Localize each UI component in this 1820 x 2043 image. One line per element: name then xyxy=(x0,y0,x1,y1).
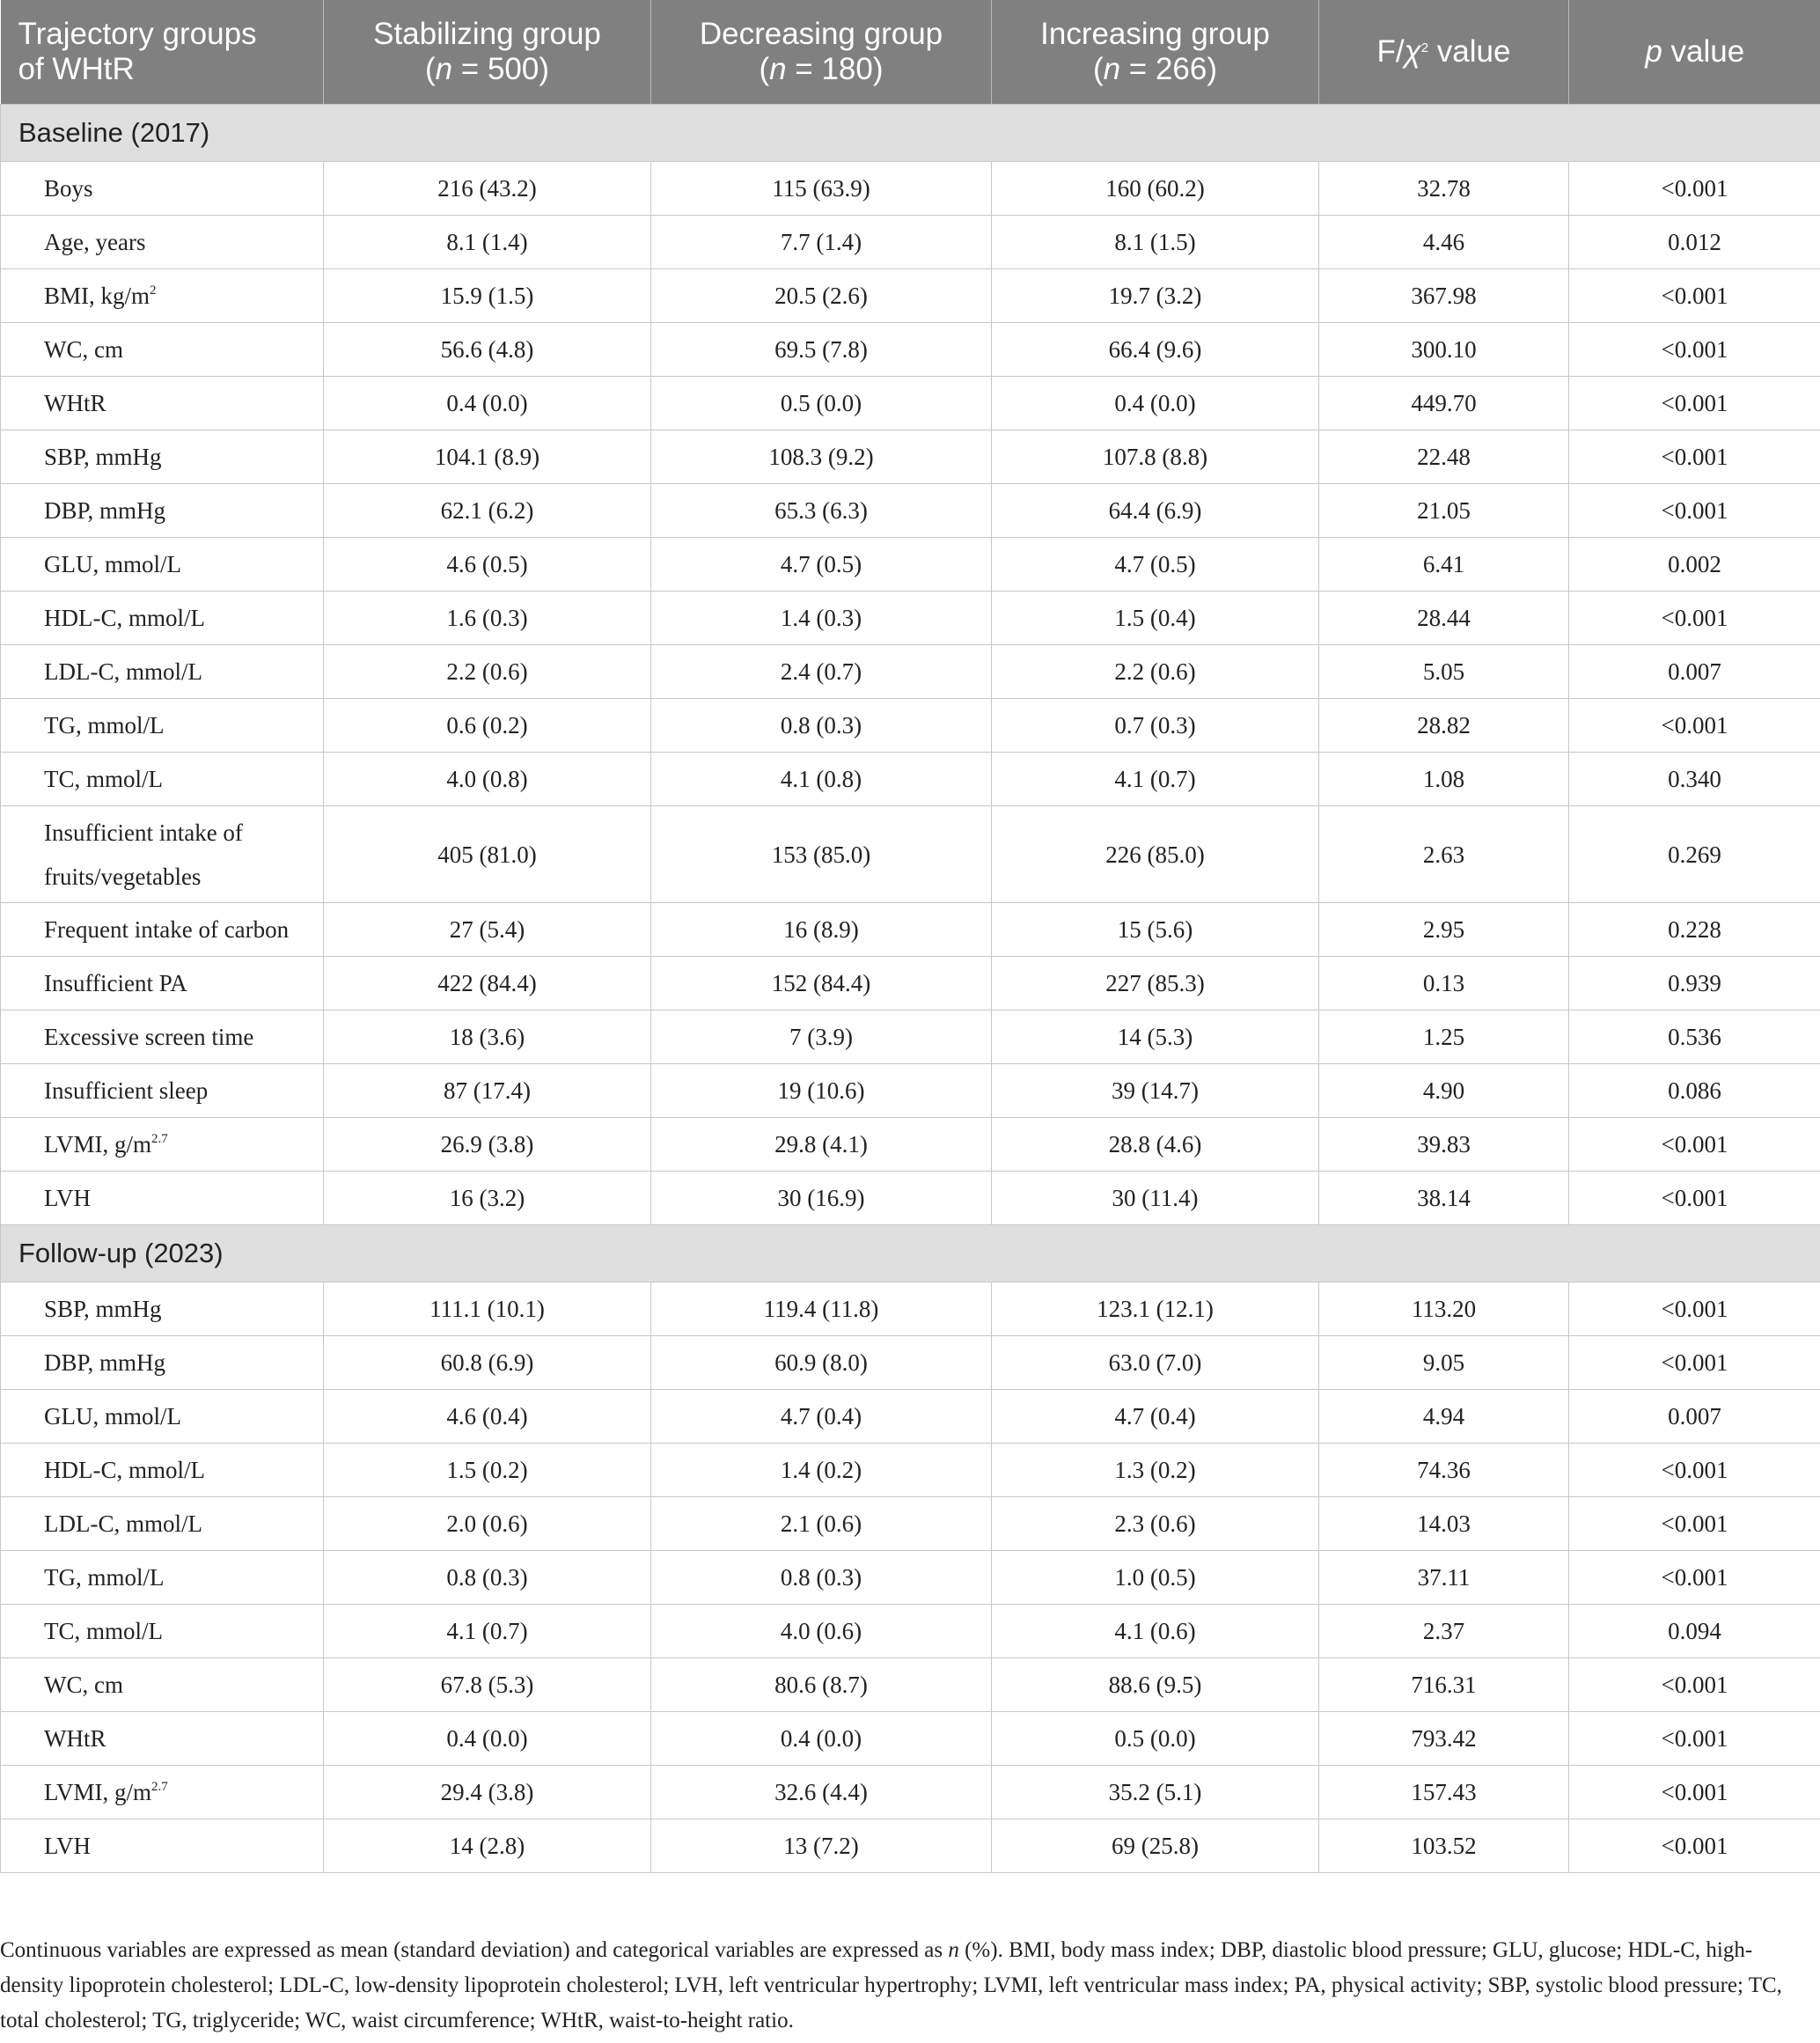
cell-f-value: 367.98 xyxy=(1319,269,1569,323)
cell-decreasing: 19 (10.6) xyxy=(651,1064,992,1118)
cell-decreasing: 4.7 (0.4) xyxy=(651,1390,992,1444)
cell-stabilizing: 0.4 (0.0) xyxy=(324,377,651,430)
cell-f-value: 21.05 xyxy=(1319,484,1569,538)
cell-p-value: 0.939 xyxy=(1569,957,1820,1010)
cell-increasing: 1.0 (0.5) xyxy=(992,1551,1319,1605)
cell-p-value: <0.001 xyxy=(1569,1712,1820,1766)
cell-stabilizing: 422 (84.4) xyxy=(324,957,651,1010)
row-label-text: Boys xyxy=(44,174,93,202)
cell-decreasing: 153 (85.0) xyxy=(651,806,992,903)
section-header-row xyxy=(1,1225,1820,1282)
cell-decreasing: 20.5 (2.6) xyxy=(651,269,992,323)
table-row xyxy=(1,484,1820,538)
table-row xyxy=(1,323,1820,377)
row-label-text: SBP, mmHg xyxy=(44,1295,162,1322)
cell-increasing: 88.6 (9.5) xyxy=(992,1658,1319,1712)
cell-p-value: 0.269 xyxy=(1569,806,1820,903)
table-row xyxy=(1,1336,1820,1390)
row-label xyxy=(1,162,324,216)
cell-decreasing: 2.1 (0.6) xyxy=(651,1497,992,1551)
cell-stabilizing: 0.6 (0.2) xyxy=(324,699,651,753)
header-stabilizing-group: Stabilizing group (n = 500) xyxy=(324,0,651,105)
cell-increasing: 8.1 (1.5) xyxy=(992,216,1319,269)
table-body xyxy=(1,105,1820,1873)
cell-stabilizing: 2.0 (0.6) xyxy=(324,1497,651,1551)
row-label xyxy=(1,1282,324,1336)
row-label-text: GLU, mmol/L xyxy=(44,550,181,577)
cell-decreasing: 4.1 (0.8) xyxy=(651,753,992,806)
table-row xyxy=(1,538,1820,592)
row-label-text: HDL-C, mmol/L xyxy=(44,1456,205,1483)
cell-f-value: 22.48 xyxy=(1319,430,1569,484)
table-row xyxy=(1,1605,1820,1658)
unit-exponent: 2.7 xyxy=(151,1779,168,1794)
table-row xyxy=(1,430,1820,484)
cell-stabilizing: 2.2 (0.6) xyxy=(324,645,651,699)
row-label-text: GLU, mmol/L xyxy=(44,1402,181,1429)
cell-f-value: 28.44 xyxy=(1319,592,1569,645)
cell-decreasing: 60.9 (8.0) xyxy=(651,1336,992,1390)
row-label-text: Excessive screen time xyxy=(44,1023,254,1050)
cell-p-value: <0.001 xyxy=(1569,484,1820,538)
cell-f-value: 449.70 xyxy=(1319,377,1569,430)
cell-decreasing: 32.6 (4.4) xyxy=(651,1766,992,1819)
cell-f-value: 793.42 xyxy=(1319,1712,1569,1766)
table-row xyxy=(1,592,1820,645)
row-label-text: Insufficient PA xyxy=(44,969,187,996)
cell-increasing: 123.1 (12.1) xyxy=(992,1282,1319,1336)
cell-increasing: 4.1 (0.7) xyxy=(992,753,1319,806)
table-row xyxy=(1,1064,1820,1118)
cell-stabilizing: 4.6 (0.4) xyxy=(324,1390,651,1444)
cell-f-value: 4.94 xyxy=(1319,1390,1569,1444)
cell-stabilizing: 8.1 (1.4) xyxy=(324,216,651,269)
cell-increasing: 0.7 (0.3) xyxy=(992,699,1319,753)
cell-f-value: 1.25 xyxy=(1319,1010,1569,1064)
row-label xyxy=(1,1444,324,1497)
cell-decreasing: 80.6 (8.7) xyxy=(651,1658,992,1712)
row-label-text: LVH xyxy=(44,1184,92,1211)
row-label xyxy=(1,1064,324,1118)
cell-stabilizing: 1.6 (0.3) xyxy=(324,592,651,645)
cell-stabilizing: 111.1 (10.1) xyxy=(324,1282,651,1336)
cell-increasing: 107.8 (8.8) xyxy=(992,430,1319,484)
header-f-chi2-value: $F/\chi^2$ value xyxy=(1319,0,1569,105)
cell-f-value: 1.08 xyxy=(1319,753,1569,806)
unit-exponent: 2.7 xyxy=(151,1131,168,1146)
cell-p-value: <0.001 xyxy=(1569,699,1820,753)
cell-increasing: 0.5 (0.0) xyxy=(992,1712,1319,1766)
cell-decreasing: 4.0 (0.6) xyxy=(651,1605,992,1658)
cell-p-value: 0.536 xyxy=(1569,1010,1820,1064)
cell-p-value: 0.007 xyxy=(1569,1390,1820,1444)
cell-f-value: 103.52 xyxy=(1319,1819,1569,1873)
table-row xyxy=(1,1282,1820,1336)
cell-increasing: 1.3 (0.2) xyxy=(992,1444,1319,1497)
cell-increasing: 14 (5.3) xyxy=(992,1010,1319,1064)
cell-f-value: 28.82 xyxy=(1319,699,1569,753)
cell-increasing: 1.5 (0.4) xyxy=(992,592,1319,645)
unit-exponent: 2 xyxy=(150,283,157,298)
cell-increasing: 15 (5.6) xyxy=(992,903,1319,957)
table-row xyxy=(1,1712,1820,1766)
cell-f-value: 4.90 xyxy=(1319,1064,1569,1118)
row-label xyxy=(1,645,324,699)
cell-p-value: <0.001 xyxy=(1569,1282,1820,1336)
row-label xyxy=(1,592,324,645)
cell-p-value: <0.001 xyxy=(1569,1819,1820,1873)
cell-increasing: 4.7 (0.5) xyxy=(992,538,1319,592)
row-label xyxy=(1,1390,324,1444)
cell-increasing: 226 (85.0) xyxy=(992,806,1319,903)
row-label-text: Age, years xyxy=(44,228,146,255)
row-label-text: TC, mmol/L xyxy=(44,1617,163,1644)
cell-p-value: <0.001 xyxy=(1569,1658,1820,1712)
row-label-text: LDL-C, mmol/L xyxy=(44,658,202,685)
cell-increasing: 69 (25.8) xyxy=(992,1819,1319,1873)
row-label-text: TC, mmol/L xyxy=(44,765,163,792)
row-label-text: LVMI, g/m xyxy=(44,1130,152,1157)
table-row xyxy=(1,699,1820,753)
cell-decreasing: 0.8 (0.3) xyxy=(651,699,992,753)
cell-stabilizing: 405 (81.0) xyxy=(324,806,651,903)
row-label-text: Insufficient intake of fruits/vegetables xyxy=(44,819,243,890)
row-label-text: LDL-C, mmol/L xyxy=(44,1510,202,1537)
table-row xyxy=(1,269,1820,323)
cell-stabilizing: 87 (17.4) xyxy=(324,1064,651,1118)
table-row xyxy=(1,216,1820,269)
cell-decreasing: 1.4 (0.3) xyxy=(651,592,992,645)
row-label xyxy=(1,699,324,753)
row-label xyxy=(1,1551,324,1605)
row-label xyxy=(1,957,324,1010)
row-label xyxy=(1,1118,324,1172)
table-row xyxy=(1,1819,1820,1873)
cell-stabilizing: 62.1 (6.2) xyxy=(324,484,651,538)
row-label-text: WHtR xyxy=(44,1724,106,1752)
cell-decreasing: 0.4 (0.0) xyxy=(651,1712,992,1766)
cell-stabilizing: 67.8 (5.3) xyxy=(324,1658,651,1712)
section-title: Follow-up (2023) xyxy=(1,1225,1820,1282)
table-row xyxy=(1,1497,1820,1551)
row-label xyxy=(1,1766,324,1819)
cell-f-value: 74.36 xyxy=(1319,1444,1569,1497)
row-label-text: WC, cm xyxy=(44,1671,123,1698)
section-header-row xyxy=(1,105,1820,162)
cell-f-value: 157.43 xyxy=(1319,1766,1569,1819)
table-row xyxy=(1,806,1820,903)
cell-increasing: 35.2 (5.1) xyxy=(992,1766,1319,1819)
row-label xyxy=(1,1010,324,1064)
table-row xyxy=(1,1658,1820,1712)
cell-p-value: <0.001 xyxy=(1569,1497,1820,1551)
cell-decreasing: 69.5 (7.8) xyxy=(651,323,992,377)
cell-f-value: 9.05 xyxy=(1319,1336,1569,1390)
cell-increasing: 4.7 (0.4) xyxy=(992,1390,1319,1444)
table-row xyxy=(1,162,1820,216)
cell-f-value: 32.78 xyxy=(1319,162,1569,216)
table-row xyxy=(1,645,1820,699)
cell-increasing: 4.1 (0.6) xyxy=(992,1605,1319,1658)
cell-stabilizing: 15.9 (1.5) xyxy=(324,269,651,323)
cell-p-value: <0.001 xyxy=(1569,269,1820,323)
cell-decreasing: 65.3 (6.3) xyxy=(651,484,992,538)
row-label xyxy=(1,1605,324,1658)
cell-decreasing: 30 (16.9) xyxy=(651,1172,992,1225)
row-label xyxy=(1,430,324,484)
cell-stabilizing: 4.1 (0.7) xyxy=(324,1605,651,1658)
cell-p-value: <0.001 xyxy=(1569,1172,1820,1225)
cell-stabilizing: 0.4 (0.0) xyxy=(324,1712,651,1766)
cell-decreasing: 152 (84.4) xyxy=(651,957,992,1010)
cell-p-value: 0.094 xyxy=(1569,1605,1820,1658)
header-increasing-group: Increasing group (n = 266) xyxy=(992,0,1319,105)
table-row xyxy=(1,1444,1820,1497)
row-label xyxy=(1,323,324,377)
row-label xyxy=(1,1172,324,1225)
row-label-text: TG, mmol/L xyxy=(44,1563,165,1591)
table-footnote: Continuous variables are expressed as mean (standard deviation) and categorical variables are expressed as n (%). BMI, body mass index; DBP, diastolic blood pressure; GLU, glucose; HDL-C, high-density lipoprotein cholesterol; LDL-C, low-density lipoprotein cholesterol; LVH, left ventricular hypertrophy; LVMI, left ventricular mass index; PA, physical activity; SBP, systolic blood pressure; TC, total cholesterol; TG, triglyceride; WC, waist circumference; WHtR, waist-to-height ratio. xyxy=(0,1938,1782,2032)
row-label xyxy=(1,753,324,806)
header-decreasing-group: Decreasing group (n = 180) xyxy=(651,0,992,105)
cell-decreasing: 29.8 (4.1) xyxy=(651,1118,992,1172)
row-label-text: LVMI, g/m xyxy=(44,1778,152,1805)
row-label-text: DBP, mmHg xyxy=(44,1349,166,1376)
cell-stabilizing: 60.8 (6.9) xyxy=(324,1336,651,1390)
cell-f-value: 5.05 xyxy=(1319,645,1569,699)
row-label-text: WC, cm xyxy=(44,335,123,363)
cell-increasing: 160 (60.2) xyxy=(992,162,1319,216)
row-label xyxy=(1,377,324,430)
cell-stabilizing: 18 (3.6) xyxy=(324,1010,651,1064)
cell-f-value: 4.46 xyxy=(1319,216,1569,269)
table-row xyxy=(1,1118,1820,1172)
table-row xyxy=(1,1010,1820,1064)
cell-decreasing: 4.7 (0.5) xyxy=(651,538,992,592)
cell-p-value: <0.001 xyxy=(1569,1336,1820,1390)
cell-increasing: 19.7 (3.2) xyxy=(992,269,1319,323)
row-label-text: DBP, mmHg xyxy=(44,496,166,524)
cell-f-value: 2.63 xyxy=(1319,806,1569,903)
cell-increasing: 2.3 (0.6) xyxy=(992,1497,1319,1551)
cell-decreasing: 115 (63.9) xyxy=(651,162,992,216)
cell-p-value: <0.001 xyxy=(1569,1444,1820,1497)
row-label-text: SBP, mmHg xyxy=(44,443,162,470)
cell-stabilizing: 16 (3.2) xyxy=(324,1172,651,1225)
cell-decreasing: 108.3 (9.2) xyxy=(651,430,992,484)
row-label-text: WHtR xyxy=(44,389,106,416)
cell-stabilizing: 27 (5.4) xyxy=(324,903,651,957)
row-label xyxy=(1,1658,324,1712)
cell-decreasing: 16 (8.9) xyxy=(651,903,992,957)
cell-stabilizing: 56.6 (4.8) xyxy=(324,323,651,377)
cell-decreasing: 0.8 (0.3) xyxy=(651,1551,992,1605)
cell-stabilizing: 0.8 (0.3) xyxy=(324,1551,651,1605)
cell-stabilizing: 14 (2.8) xyxy=(324,1819,651,1873)
table-row xyxy=(1,753,1820,806)
cell-f-value: 2.37 xyxy=(1319,1605,1569,1658)
row-label-text: Insufficient sleep xyxy=(44,1077,209,1104)
cell-f-value: 38.14 xyxy=(1319,1172,1569,1225)
cell-p-value: <0.001 xyxy=(1569,377,1820,430)
cell-p-value: <0.001 xyxy=(1569,162,1820,216)
cell-increasing: 63.0 (7.0) xyxy=(992,1336,1319,1390)
header-trajectory-groups: Trajectory groups of WHtR xyxy=(1,0,324,105)
cell-p-value: <0.001 xyxy=(1569,430,1820,484)
cell-f-value: 716.31 xyxy=(1319,1658,1569,1712)
row-label-text: Frequent intake of carbon xyxy=(44,915,290,943)
row-label xyxy=(1,1336,324,1390)
cell-p-value: 0.228 xyxy=(1569,903,1820,957)
cell-f-value: 14.03 xyxy=(1319,1497,1569,1551)
cell-p-value: <0.001 xyxy=(1569,1766,1820,1819)
cell-decreasing: 7 (3.9) xyxy=(651,1010,992,1064)
cell-f-value: 37.11 xyxy=(1319,1551,1569,1605)
row-label xyxy=(1,903,324,957)
row-label xyxy=(1,269,324,323)
cell-p-value: <0.001 xyxy=(1569,1551,1820,1605)
row-label xyxy=(1,538,324,592)
table-row xyxy=(1,1172,1820,1225)
cell-p-value: 0.086 xyxy=(1569,1064,1820,1118)
cell-stabilizing: 29.4 (3.8) xyxy=(324,1766,651,1819)
row-label xyxy=(1,1712,324,1766)
cell-increasing: 30 (11.4) xyxy=(992,1172,1319,1225)
cell-p-value: 0.002 xyxy=(1569,538,1820,592)
row-label-text: BMI, kg/m xyxy=(44,282,150,309)
cell-decreasing: 13 (7.2) xyxy=(651,1819,992,1873)
cell-p-value: 0.007 xyxy=(1569,645,1820,699)
cell-f-value: 300.10 xyxy=(1319,323,1569,377)
cell-stabilizing: 216 (43.2) xyxy=(324,162,651,216)
cell-f-value: 6.41 xyxy=(1319,538,1569,592)
cell-p-value: <0.001 xyxy=(1569,323,1820,377)
cell-decreasing: 1.4 (0.2) xyxy=(651,1444,992,1497)
row-label-text: TG, mmol/L xyxy=(44,711,165,739)
row-label xyxy=(1,1819,324,1873)
table-row xyxy=(1,1766,1820,1819)
cell-p-value: <0.001 xyxy=(1569,1118,1820,1172)
cell-increasing: 28.8 (4.6) xyxy=(992,1118,1319,1172)
cell-f-value: 0.13 xyxy=(1319,957,1569,1010)
cell-decreasing: 7.7 (1.4) xyxy=(651,216,992,269)
cell-f-value: 113.20 xyxy=(1319,1282,1569,1336)
cell-decreasing: 2.4 (0.7) xyxy=(651,645,992,699)
cell-f-value: 39.83 xyxy=(1319,1118,1569,1172)
cell-p-value: <0.001 xyxy=(1569,592,1820,645)
row-label-text: LVH xyxy=(44,1832,92,1859)
row-label xyxy=(1,806,324,903)
table-row xyxy=(1,377,1820,430)
cell-increasing: 66.4 (9.6) xyxy=(992,323,1319,377)
cell-increasing: 2.2 (0.6) xyxy=(992,645,1319,699)
table-header-row xyxy=(1,0,1820,105)
row-label xyxy=(1,216,324,269)
cell-stabilizing: 26.9 (3.8) xyxy=(324,1118,651,1172)
table-row xyxy=(1,903,1820,957)
cell-stabilizing: 4.0 (0.8) xyxy=(324,753,651,806)
table-row xyxy=(1,1390,1820,1444)
row-label-text: HDL-C, mmol/L xyxy=(44,604,205,631)
cell-stabilizing: 1.5 (0.2) xyxy=(324,1444,651,1497)
cell-decreasing: 0.5 (0.0) xyxy=(651,377,992,430)
cell-increasing: 0.4 (0.0) xyxy=(992,377,1319,430)
cell-increasing: 64.4 (6.9) xyxy=(992,484,1319,538)
cell-decreasing: 119.4 (11.8) xyxy=(651,1282,992,1336)
row-label xyxy=(1,484,324,538)
cell-stabilizing: 104.1 (8.9) xyxy=(324,430,651,484)
cell-p-value: 0.012 xyxy=(1569,216,1820,269)
row-label xyxy=(1,1497,324,1551)
cell-increasing: 39 (14.7) xyxy=(992,1064,1319,1118)
header-p-value: p value xyxy=(1569,0,1820,105)
cell-stabilizing: 4.6 (0.5) xyxy=(324,538,651,592)
table-row xyxy=(1,1551,1820,1605)
table-row xyxy=(1,957,1820,1010)
section-title: Baseline (2017) xyxy=(1,105,1820,162)
cell-f-value: 2.95 xyxy=(1319,903,1569,957)
cell-p-value: 0.340 xyxy=(1569,753,1820,806)
cell-increasing: 227 (85.3) xyxy=(992,957,1319,1010)
